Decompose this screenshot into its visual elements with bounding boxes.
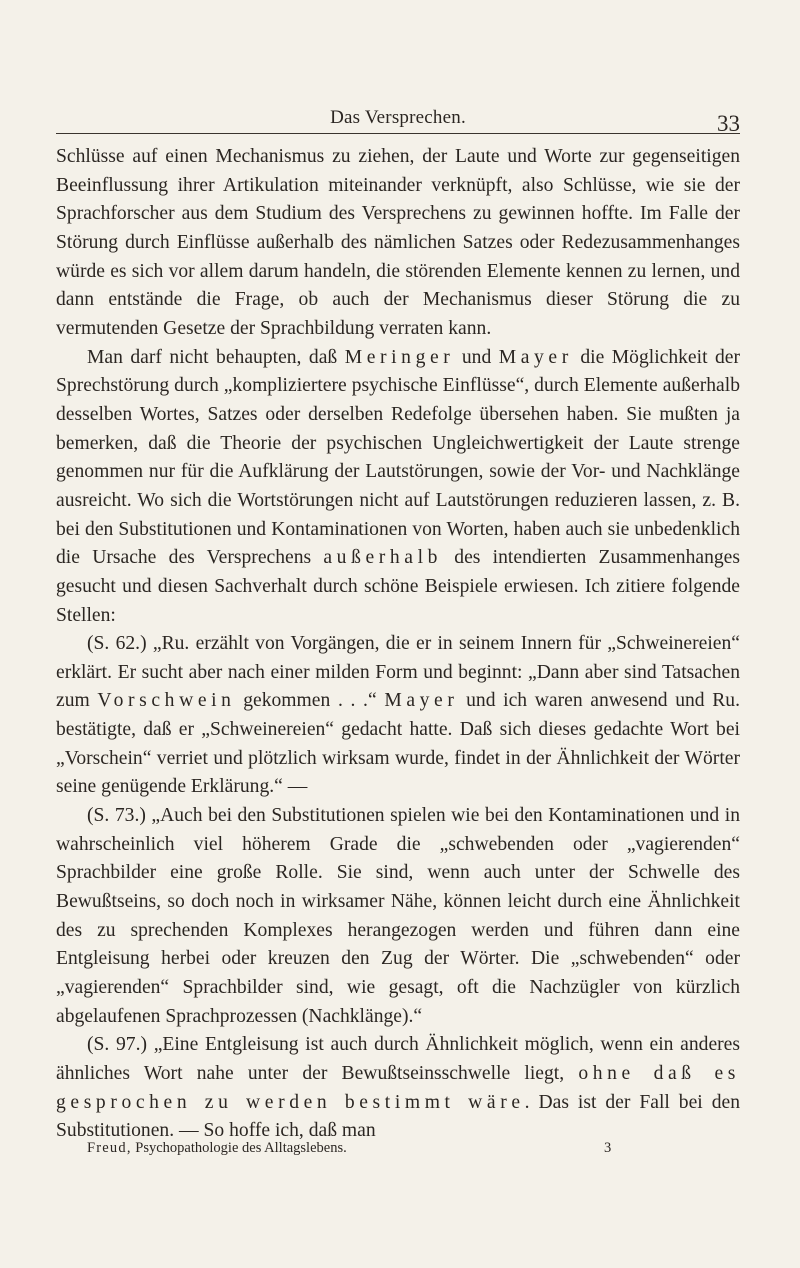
text-run: des intendierten Zusammenhanges gesucht und diesen Sachverhalt durch schöne Beispiele erwiesen. Ich zitiere folgende Stellen: bbox=[56, 547, 740, 626]
page-footer bbox=[87, 1140, 612, 1157]
quote-s62 bbox=[56, 630, 740, 802]
quote-s73: (S. 73.) „Auch bei den Substitutionen spielen wie bei den Kontaminationen und in wahrscheinlich viel höherem Grade die „schwebenden oder „vagierenden“ Sprachbilder eine große Rolle. Sie sind, wenn auch unter der Schwelle des Bewußtseins, so doch noch in wirksamer Nähe, können leicht durch eine Ähnlichkeit des zu sprechenden Komplexes herangezogen werden und führen dann eine Entgleisung herbei oder kreuzen den Zug der Wörter. Die „schwebenden“ oder „vagierenden“ Sprachbilder sind, wie gesagt, oft die Nachzügler von kürzlich abgelaufenen Sprachprozessen (Nachklänge).“ bbox=[56, 805, 740, 1027]
author-name-meringer: Meringer bbox=[344, 346, 455, 368]
text-run: gekommen . . .“ bbox=[235, 690, 385, 712]
paragraph-1: Schlüsse auf einen Mechanismus zu ziehen, der Laute und Worte zur gegenseitigen Beeinflussung ihrer Artikulation miteinander verknüpft, also Schlüsse, wie sie der Sprachforscher aus dem Studium des Versprechens zu gewinnen hoffte. Im Falle der Störung durch Einflüsse außerhalb des nämlichen Satzes oder Redezusammenhanges würde es sich vor allem darum handeln, die störenden Elemente kennen zu lernen, und dann entstände die Frage, ob auch der Mechanismus dieser Störung die zu vermutenden Gesetze der Sprachbildung verraten kann. bbox=[56, 146, 740, 339]
footer-book-title: Psychopathologie des Alltagslebens. bbox=[135, 1140, 347, 1156]
text-run: Man darf nicht behaupten, daß bbox=[87, 346, 345, 368]
sheet-number: 3 bbox=[604, 1140, 612, 1156]
text-run: und bbox=[454, 346, 499, 368]
emphasis-vorschwein: Vorschwein bbox=[97, 690, 236, 712]
emphasis-ausserhalb: außerhalb bbox=[323, 547, 443, 569]
page-number: 33 bbox=[717, 111, 740, 136]
footer-author: Freud, bbox=[87, 1140, 132, 1156]
text-run: die Möglichkeit der Sprechstörung durch „kompliziertere psychische Einflüsse“, durch Elemente außerhalb desselben Wortes, Satzes oder derselben Redefolge übersehen haben. Sie mußten ja bemerken, daß die Theorie der psychischen Ungleichwertigkeit der Laute strenge genommen nur für die Aufklärung der Lautstörungen, sowie der Vor- und Nachklänge ausreicht. Wo sich die Wortstörungen nicht auf Lautstörungen reduzieren lassen, z. B. bei den Substitutionen und Kontaminationen von Worten, haben auch sie unbedenklich die Ursache des Versprechens bbox=[56, 346, 740, 569]
text-run: und ich waren anwesend und Ru. bestätigte, daß er „Schweinereien“ gedacht hatte. Daß sich dieses gedachte Wort bei „Vorschein“ verriet und plötzlich wirksam wurde, findet in der Ähnlichkeit der Wörter seine genügende Erklärung.“ — bbox=[56, 690, 741, 798]
text-run: . Das ist der Fall bei den Substitutionen. — So hoffe ich, daß man bbox=[56, 1091, 740, 1142]
emphasis-spaced-phrase: ohne daß es gesprochen zu werden bestimmt wäre bbox=[56, 1063, 741, 1113]
page-header bbox=[56, 107, 740, 134]
author-name-mayer: Mayer bbox=[498, 346, 573, 368]
running-title: Das Versprechen. bbox=[330, 107, 466, 128]
text-run: (S. 62.) „Ru. erzählt von Vorgängen, die er in seinem Innern für „Schweinereien“ erklärt. Er sucht aber nach einer milden Form und beginnt: „Dann aber sind Tatsachen zum bbox=[56, 633, 740, 712]
quote-s97 bbox=[56, 1031, 740, 1146]
paragraph-2 bbox=[56, 344, 740, 631]
text-run: (S. 97.) „Eine Entgleisung ist auch durch Ähnlichkeit möglich, wenn ein anderes ähnliches Wort nahe unter der Bewußtseinsschwelle liegt, bbox=[56, 1034, 740, 1084]
author-name-mayer: Mayer bbox=[384, 690, 459, 712]
body-text bbox=[56, 143, 740, 1146]
